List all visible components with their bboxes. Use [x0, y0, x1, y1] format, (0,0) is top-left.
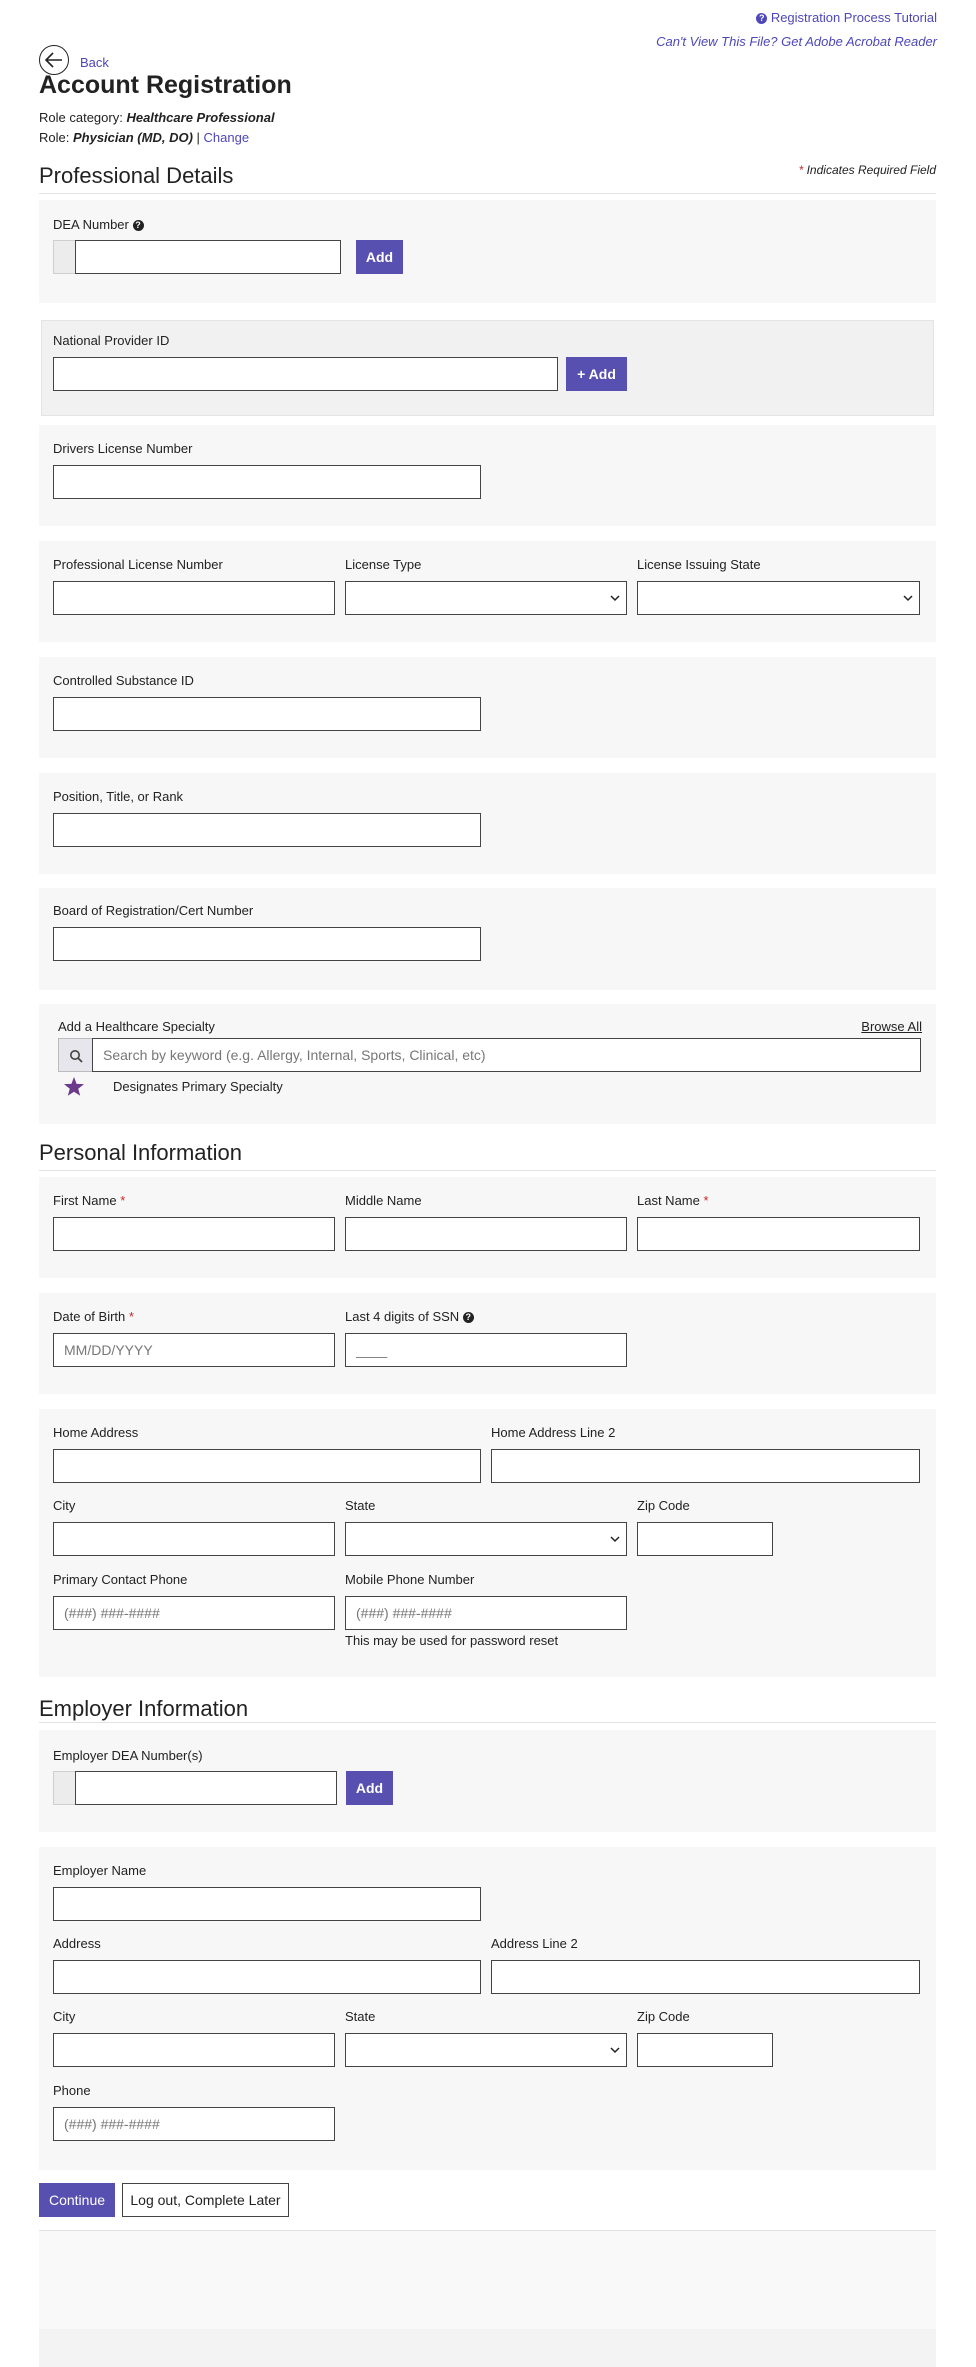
primary-star-icon	[63, 1076, 85, 1097]
position-panel	[39, 773, 936, 874]
home-address-panel	[39, 1409, 936, 1677]
controlled-substance-panel	[39, 657, 936, 758]
drivers-license-input[interactable]	[53, 465, 481, 499]
board-label: Board of Registration/Cert Number	[53, 903, 254, 918]
middle-name-input[interactable]	[345, 1217, 627, 1251]
chevron-down-icon	[610, 594, 620, 602]
state-select[interactable]	[345, 1522, 627, 1556]
employer-phone-label: Phone	[53, 2083, 91, 2098]
drivers-license-panel	[39, 425, 936, 526]
tutorial-link[interactable]: ? Registration Process Tutorial	[756, 10, 937, 25]
arrow-left-icon	[45, 52, 63, 68]
specialty-panel	[39, 1004, 936, 1124]
dob-input[interactable]	[53, 1333, 335, 1367]
zip-input[interactable]	[637, 1522, 773, 1556]
employer-dea-panel	[39, 1730, 936, 1832]
license-type-label: License Type	[345, 557, 422, 572]
middle-name-label: Middle Name	[345, 1193, 422, 1208]
employer-dea-label: Employer DEA Number(s)	[53, 1748, 203, 1763]
employer-address2-input[interactable]	[491, 1960, 920, 1994]
primary-specialty-note: Designates Primary Specialty	[113, 1079, 283, 1094]
pro-license-input[interactable]	[53, 581, 335, 615]
home-address2-label: Home Address Line 2	[491, 1425, 616, 1440]
top-links	[537, 0, 937, 60]
home-address2-input[interactable]	[491, 1449, 920, 1483]
employer-dea-input[interactable]	[75, 1771, 337, 1805]
dob-panel	[39, 1293, 936, 1394]
dea-prefix-addon	[53, 240, 75, 274]
ssn-label: Last 4 digits of SSN ?	[345, 1309, 474, 1324]
board-input[interactable]	[53, 927, 481, 961]
chevron-down-icon	[610, 2046, 620, 2054]
search-icon	[69, 1049, 83, 1063]
first-name-input[interactable]	[53, 1217, 335, 1251]
dea-input[interactable]	[75, 240, 341, 274]
dob-label: Date of Birth *	[53, 1309, 134, 1324]
employer-address2-label: Address Line 2	[491, 1936, 578, 1951]
logout-complete-later-button[interactable]: Log out, Complete Later	[122, 2183, 289, 2217]
mobile-phone-help: This may be used for password reset	[345, 1633, 559, 1648]
page-title: Account Registration	[39, 71, 292, 99]
license-state-select[interactable]	[637, 581, 920, 615]
footer-band	[39, 2329, 936, 2367]
pro-license-label: Professional License Number	[53, 557, 223, 572]
employer-phone-input[interactable]	[53, 2107, 335, 2141]
state-label: State	[345, 1498, 376, 1513]
acrobat-link[interactable]: Can't View This File? Get Adobe Acrobat Reader	[656, 34, 937, 49]
npi-input[interactable]	[53, 357, 558, 391]
ssn-input[interactable]	[345, 1333, 627, 1367]
employer-dea-prefix-addon	[53, 1771, 75, 1805]
plus-icon: +	[577, 366, 586, 382]
help-icon[interactable]: ?	[133, 220, 144, 231]
license-panel	[39, 541, 936, 642]
employer-city-input[interactable]	[53, 2033, 335, 2067]
home-address-label: Home Address	[53, 1425, 139, 1440]
dea-panel	[39, 200, 936, 303]
zip-label: Zip Code	[637, 1498, 690, 1513]
employer-state-select[interactable]	[345, 2033, 627, 2067]
required-field-note: * Indicates Required Field	[798, 163, 936, 177]
specialty-search-input[interactable]	[92, 1038, 921, 1072]
city-input[interactable]	[53, 1522, 335, 1556]
first-name-label: First Name *	[53, 1193, 126, 1208]
employer-name-input[interactable]	[53, 1887, 481, 1921]
dea-label: DEA Number ?	[53, 217, 144, 232]
divider	[39, 193, 936, 194]
role-line: Role: Physician (MD, DO) | Change	[39, 130, 250, 145]
dea-add-button[interactable]: Add	[356, 240, 403, 274]
name-panel	[39, 1177, 936, 1278]
board-panel	[39, 888, 936, 990]
primary-phone-input[interactable]	[53, 1596, 335, 1630]
question-circle-icon: ?	[756, 13, 767, 24]
employer-details-panel	[39, 1847, 936, 2170]
chevron-down-icon	[610, 1535, 620, 1543]
last-name-label: Last Name *	[637, 1193, 709, 1208]
employer-information-heading: Employer Information	[39, 1696, 249, 1721]
divider	[39, 1722, 936, 1723]
employer-address-label: Address	[53, 1936, 101, 1951]
npi-label: National Provider ID	[53, 333, 170, 348]
license-type-select[interactable]	[345, 581, 627, 615]
chevron-down-icon	[903, 594, 913, 602]
browse-all-link[interactable]: Browse All	[861, 1019, 922, 1034]
primary-phone-label: Primary Contact Phone	[53, 1572, 188, 1587]
employer-dea-add-button[interactable]: Add	[346, 1771, 393, 1805]
specialty-label: Add a Healthcare Specialty	[58, 1019, 215, 1034]
personal-information-heading: Personal Information	[39, 1140, 242, 1165]
position-input[interactable]	[53, 813, 481, 847]
employer-zip-input[interactable]	[637, 2033, 773, 2067]
help-icon[interactable]: ?	[463, 1312, 474, 1323]
home-address-input[interactable]	[53, 1449, 481, 1483]
change-role-link[interactable]: Change	[203, 130, 250, 145]
employer-address-input[interactable]	[53, 1960, 481, 1994]
mobile-phone-input[interactable]	[345, 1596, 627, 1630]
mobile-phone-label: Mobile Phone Number	[345, 1572, 475, 1587]
controlled-substance-input[interactable]	[53, 697, 481, 731]
drivers-license-label: Drivers License Number	[53, 441, 193, 456]
license-state-label: License Issuing State	[637, 557, 761, 572]
divider	[39, 1170, 936, 1171]
position-label: Position, Title, or Rank	[53, 789, 184, 804]
role-category: Role category: Healthcare Professional	[39, 110, 275, 125]
employer-city-label: City	[53, 2009, 76, 2024]
city-label: City	[53, 1498, 76, 1513]
back-link[interactable]: Back	[80, 55, 109, 70]
employer-zip-label: Zip Code	[637, 2009, 690, 2024]
controlled-substance-label: Controlled Substance ID	[53, 673, 194, 688]
last-name-input[interactable]	[637, 1217, 920, 1251]
employer-state-label: State	[345, 2009, 376, 2024]
footer-area	[39, 2231, 936, 2329]
continue-button[interactable]: Continue	[39, 2183, 115, 2217]
employer-name-label: Employer Name	[53, 1863, 147, 1878]
npi-add-button[interactable]: + Add	[566, 357, 627, 391]
search-addon	[58, 1038, 92, 1072]
npi-panel	[41, 320, 934, 416]
professional-details-heading: Professional Details	[39, 163, 234, 188]
